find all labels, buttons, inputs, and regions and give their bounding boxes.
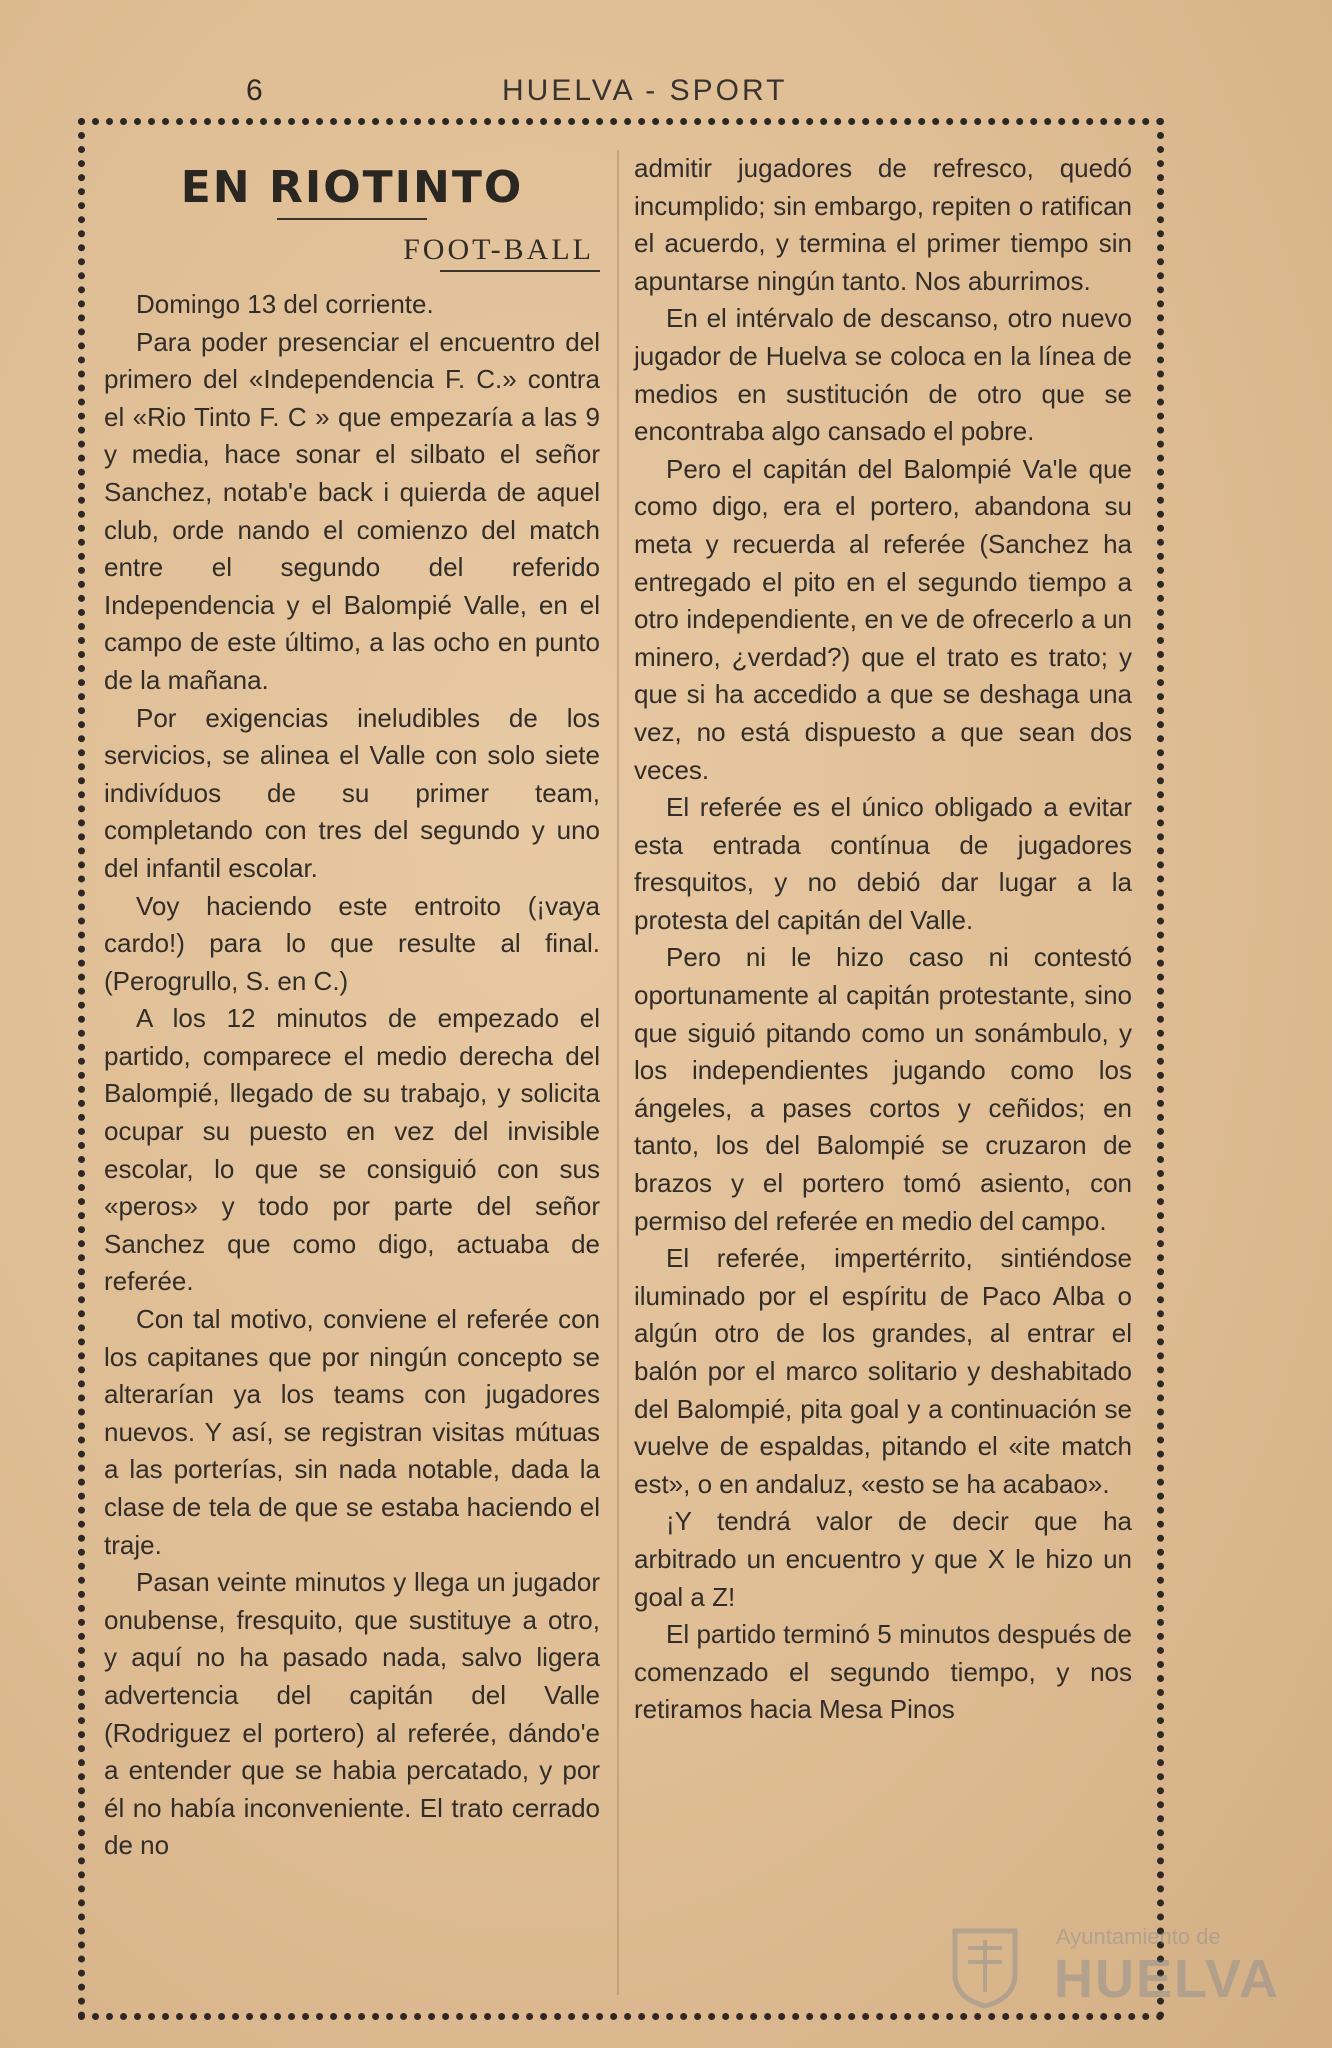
paragraph: A los 12 minutos de empezado el partido, comparece el medio derecha del Balompié, llegado de su trabajo, y solicita ocupar su puesto en vez del invisible escolar, lo que se consiguió con sus «peros» y todo por parte del señor Sanchez que como digo, actuaba de referée.	[104, 1003, 600, 1297]
section-rule	[440, 270, 600, 272]
paragraph: Para poder presenciar el encuentro del primero del «Independencia F. C.» contra el «Rio Tinto F. C » que empezaría a las 9 y media, hace sonar el silbato el señor Sanchez, notab'e back i quierda de aquel club, orde nando el comienzo del match entre el segundo del referido Independencia y el Balompié Valle, en el campo de este último, a las ocho en punto de la mañana.	[104, 326, 600, 695]
column-divider	[617, 150, 619, 1995]
archive-watermark	[936, 1920, 1280, 2020]
paragraph: Pero el capitán del Balompié Va'le que como digo, era el portero, abandona su meta y recuerda al referée (Sanchez ha entregado el pito en el segundo tiempo a otro independiente, en ve de ofrecerlo a un minero, ¿verdad?) que el trato es trato; y que si ha accedido a que se deshaga una vez, no está dispuesto a que sean dos veces.	[634, 453, 1132, 785]
left-column	[104, 150, 600, 1865]
watermark-small-text: Ayuntamiento de	[1056, 1924, 1221, 1949]
paragraph: Domingo 13 del corriente.	[136, 289, 434, 319]
paragraph: Voy haciendo este entroito (¡vaya cardo!) para lo que resulte al final. (Perogrullo, S. en C.)	[104, 890, 600, 996]
section-label: FOOT-BALL	[403, 233, 594, 266]
paragraph: El referée es el único obligado a evitar esta entrada contínua de jugadores fresquitos, y no debió dar lugar a la protesta del capitán del Valle.	[634, 792, 1132, 935]
paragraph: En el intérvalo de descanso, otro nuevo jugador de Huelva se coloca en la línea de medios en sustitución de otro que se encontraba algo cansado el pobre.	[634, 303, 1132, 447]
right-column	[634, 150, 1132, 1729]
watermark-big-text: HUELVA	[1054, 1949, 1280, 2009]
paragraph: Pero ni le hizo caso ni contestó oportunamente al capitán protestante, sino que siguió pitando como un sonámbulo, y los independientes jugando como los ángeles, a pases cortos y ceñidos; en tanto, los del Balompié se cruzaron de brazos y el portero tomó asiento, con permiso del referée en medio del campo.	[634, 942, 1132, 1236]
paragraph: Pasan veinte minutos y llega un jugador onubense, fresquito, que sustituye a otro, y aquí no ha pasado nada, salvo ligera advertencia del capitán del Valle (Rodriguez el portero) al referée, dándo'e a entender que se habia percatado, y por él no había inconveniente. El trato cerrado de no	[104, 1567, 600, 1861]
city-shield-icon	[950, 1926, 1020, 2010]
paragraph: Con tal motivo, conviene el referée con los capitanes que por ningún concepto se alterarían ya los teams con jugadores nuevos. Y así, se registran visitas mútuas a las porterías, sin nada notable, dada la clase de tela de que se estaba haciendo el traje.	[104, 1304, 600, 1560]
article-title: EN RIOTINTO	[180, 162, 524, 213]
paragraph: admitir jugadores de refresco, quedó incumplido; sin embargo, repiten o ratifican el acuerdo, y termina el primer tiempo sin apuntarse ningún tanto. Nos aburrimos.	[634, 153, 1132, 296]
page-header	[0, 74, 1332, 114]
page-number: 6	[246, 74, 264, 107]
paragraph: El partido terminó 5 minutos después de comenzado el segundo tiempo, y nos retiramos hacia Mesa Pinos	[634, 1619, 1132, 1725]
paragraph: Por exigencias ineludibles de los servicios, se alinea el Valle con solo siete indivíduos de su primer team, completando con tres del segundo y uno del infantil escolar.	[104, 702, 600, 883]
title-rule	[277, 218, 427, 220]
paragraph: ¡Y tendrá valor de decir que ha arbitrado un encuentro y que X le hizo un goal a Z!	[634, 1506, 1132, 1612]
journal-title: HUELVA - SPORT	[502, 74, 788, 107]
paragraph: El referée, impertérrito, sintiéndose iluminado por el espíritu de Paco Alba o algún otro de los grandes, al entrar el balón por el marco solitario y deshabitado del Balompié, pita goal y a continuación se vuelve de espaldas, pitando el «ite match est», o en andaluz, «esto se ha acabao».	[634, 1243, 1132, 1499]
